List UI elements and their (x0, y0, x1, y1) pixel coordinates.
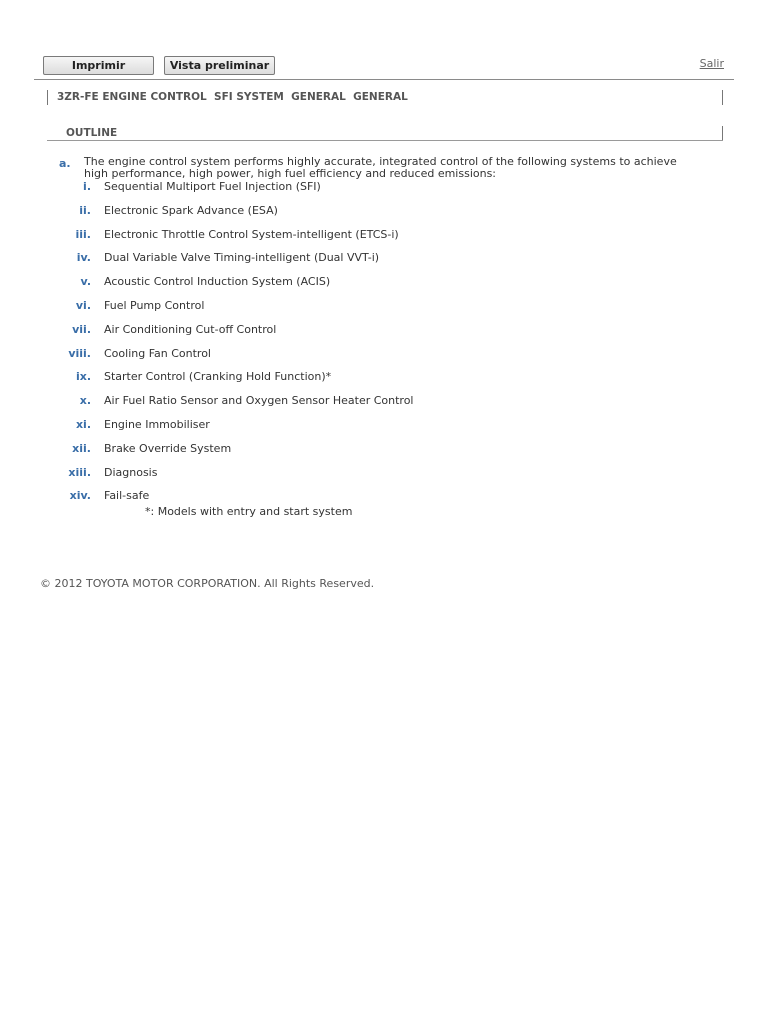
list-marker-a: a. (59, 157, 71, 170)
list-item-number: v. (80, 275, 91, 289)
list-item-text: Air Conditioning Cut-off Control (104, 322, 277, 336)
list-item-text: Fuel Pump Control (104, 299, 205, 312)
list-item (0, 442, 768, 456)
footnote: *: Models with entry and start system (145, 505, 353, 518)
list-item-text: Fail-safe (104, 489, 150, 503)
list-item (0, 323, 768, 337)
copyright-notice: © 2012 TOYOTA MOTOR CORPORATION. All Rights Reserved. (40, 577, 375, 590)
list-item-text: Air Fuel Ratio Sensor and Oxygen Sensor Heater Control (104, 394, 414, 408)
list-item-number: xiii. (68, 465, 91, 479)
list-item (0, 275, 768, 289)
section-right-border (722, 126, 723, 141)
list-item-text: Cooling Fan Control (104, 346, 211, 360)
list-item-number: ix. (75, 370, 91, 384)
list-item-number: xii. (72, 441, 91, 455)
toolbar-divider (34, 79, 734, 80)
list-item-text: Brake Override System (104, 441, 232, 455)
exit-link[interactable]: Salir (699, 57, 724, 70)
list-item-number: ii. (79, 203, 91, 217)
print-button[interactable]: Imprimir (43, 56, 154, 75)
list-item-a-text: The engine control system performs highly accurate, integrated control of the following systems to achieve high performance, high power, high fuel efficiency and reduced emissions: (84, 155, 677, 180)
list-item (0, 347, 768, 361)
page-title: 3ZR-FE ENGINE CONTROL SFI SYSTEM GENERAL GENERAL (57, 91, 408, 103)
list-item (0, 370, 768, 384)
list-item-number: x. (79, 394, 91, 408)
section-title: OUTLINE (66, 127, 118, 139)
list-item-text: Sequential Multiport Fuel Injection (SFI) (104, 180, 321, 193)
list-item-number: vii. (72, 322, 91, 336)
list-item-number: i. (83, 180, 91, 193)
title-left-border (47, 90, 48, 105)
list-item-text: Acoustic Control Induction System (ACIS) (104, 275, 331, 289)
toolbar (34, 56, 734, 80)
list-item (0, 251, 768, 265)
list-item-number: iv. (76, 251, 91, 265)
title-right-border (722, 90, 723, 105)
list-item (0, 180, 768, 194)
section-underline (47, 140, 723, 141)
list-item-number: xi. (75, 418, 91, 431)
print-preview-button[interactable]: Vista preliminar (164, 56, 275, 75)
list-item-number: iii. (75, 227, 91, 241)
list-item-text: Electronic Spark Advance (ESA) (104, 203, 278, 217)
list-item (0, 299, 768, 313)
list-item (0, 204, 768, 218)
list-item-text: Electronic Throttle Control System-intelligent (ETCS-i) (104, 227, 399, 241)
list-item (0, 418, 768, 432)
list-item-text: Diagnosis (104, 465, 158, 479)
list-item-number: xiv. (69, 489, 91, 503)
list-item (0, 228, 768, 242)
list-item-text: Dual Variable Valve Timing-intelligent (Dual VVT-i) (104, 251, 380, 265)
section-header (47, 126, 723, 141)
list-item-text: Engine Immobiliser (104, 418, 210, 431)
list-item (0, 466, 768, 480)
list-item (0, 489, 768, 503)
document-title-bar (47, 90, 723, 105)
list-item-number: viii. (68, 346, 91, 360)
list-item-text: Starter Control (Cranking Hold Function)* (104, 370, 332, 384)
list-item-number: vi. (75, 299, 91, 312)
list-item (0, 394, 768, 408)
